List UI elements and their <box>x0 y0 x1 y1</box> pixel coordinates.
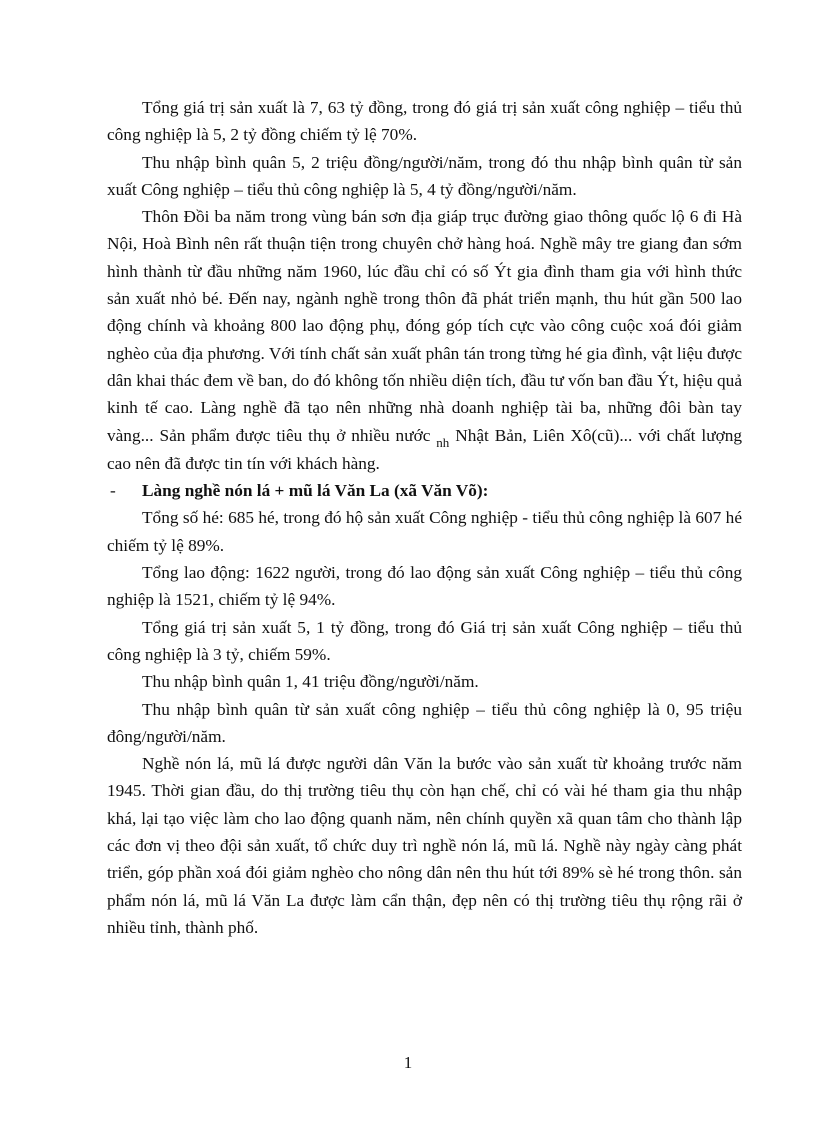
section-heading-text: Làng nghề nón lá + mũ lá Văn La (xã Văn Võ): <box>142 481 489 501</box>
paragraph-labor: Tổng lao động: 1622 người, trong đó lao động sản xuất Công nghiệp – tiểu thủ công nghiệp là 1521, chiếm tỷ lệ 94%. <box>107 563 742 610</box>
paragraph-income-industry: Thu nhập bình quân từ sản xuất công nghiệp – tiểu thủ công nghiệp là 0, 95 triệu đông/người/năm. <box>107 699 742 746</box>
paragraph-income-average: Thu nhập bình quân 1, 41 triệu đồng/người/năm. <box>142 672 479 692</box>
paragraph-doi-village-text: Thôn Đồi ba năm trong vùng bán sơn địa giáp trục đường giao thông quốc lộ 6 đi Hà Nội, Hoà Bình nên rất thuận tiện trong chuyên chở hàng hoá. Nghề mây tre giang đan sớm hình thành từ đầu những năm 1960, lúc đầu chỉ có số Ýt gia đình tham gia với hình thức sản xuất nhỏ bé. Đến nay, ngành nghề trong thôn đã phát triển mạnh, thu hút gần 500 lao động chính và khoảng 800 lao động phụ, đóng góp tích cực vào công cuộc xoá đói giảm nghèo của địa phương. Với tính chất sản xuất phân tán trong từng hé gia đình, vật liệu được dân khai thác đem về ban, do đó không tốn nhiều diện tích, đầu tư vốn ban đầu Ýt, hiệu quả kinh tế cao. Làng nghề đã tạo nên những nhà doanh nghiệp tài ba, những đôi bàn tay vàng... Sản phẩm được tiêu thụ ở nhiều nước <box>107 207 742 445</box>
document-body <box>107 94 742 941</box>
paragraph-doi-village <box>107 203 742 477</box>
paragraph-average-income: Thu nhập bình quân 5, 2 triệu đồng/người/năm, trong đó thu nhập bình quân từ sản xuất Công nghiệp – tiểu thủ công nghiệp là 5, 4 tỷ đồng/người/năm. <box>107 152 742 199</box>
paragraph-doi-village-tail: Nhật Bản, Liên Xô(cũ)... với chất lượng cao nên đã được tin tín với khách hàng. <box>107 425 742 473</box>
paragraph-total-value: Tổng giá trị sản xuất 5, 1 tỷ đồng, trong đó Giá trị sản xuất Công nghiệp – tiểu thủ công nghiệp là 3 tỷ, chiếm 59%. <box>107 617 742 664</box>
paragraph-households: Tổng số hé: 685 hé, trong đó hộ sản xuất Công nghiệp - tiểu thủ công nghiệp là 607 hé chiếm tỷ lệ 89%. <box>107 508 742 555</box>
section-heading <box>107 477 742 504</box>
page-number: 1 <box>403 1053 413 1072</box>
subscript-nh: nh <box>436 434 450 450</box>
heading-dash: - <box>110 481 116 501</box>
paragraph-non-la-craft: Nghề nón lá, mũ lá được người dân Văn la bước vào sản xuất từ khoảng trước năm 1945. Thời gian đầu, do thị trường tiêu thụ còn hạn chế, chỉ có vài hé tham gia thu nhập khá, lại tạo việc làm cho lao động quanh năm, nên chính quyền xã quan tâm cho thành lập các đơn vị theo đội sản xuất, tổ chức duy trì nghề nón lá, mũ lá. Nghề này ngày càng phát triển, góp phần xoá đói giảm nghèo cho nông dân nên thu hút tới 89% sè hé trong thôn. sản phẩm nón lá, mũ lá Văn La được làm cẩn thận, đẹp nên có thị trường tiêu thụ rộng rãi ở nhiều tỉnh, thành phố. <box>107 754 742 937</box>
paragraph-production-value: Tổng giá trị sản xuất là 7, 63 tỷ đồng, trong đó giá trị sản xuất công nghiệp – tiểu thủ công nghiệp là 5, 2 tỷ đồng chiếm tỷ lệ 70%. <box>107 98 742 145</box>
